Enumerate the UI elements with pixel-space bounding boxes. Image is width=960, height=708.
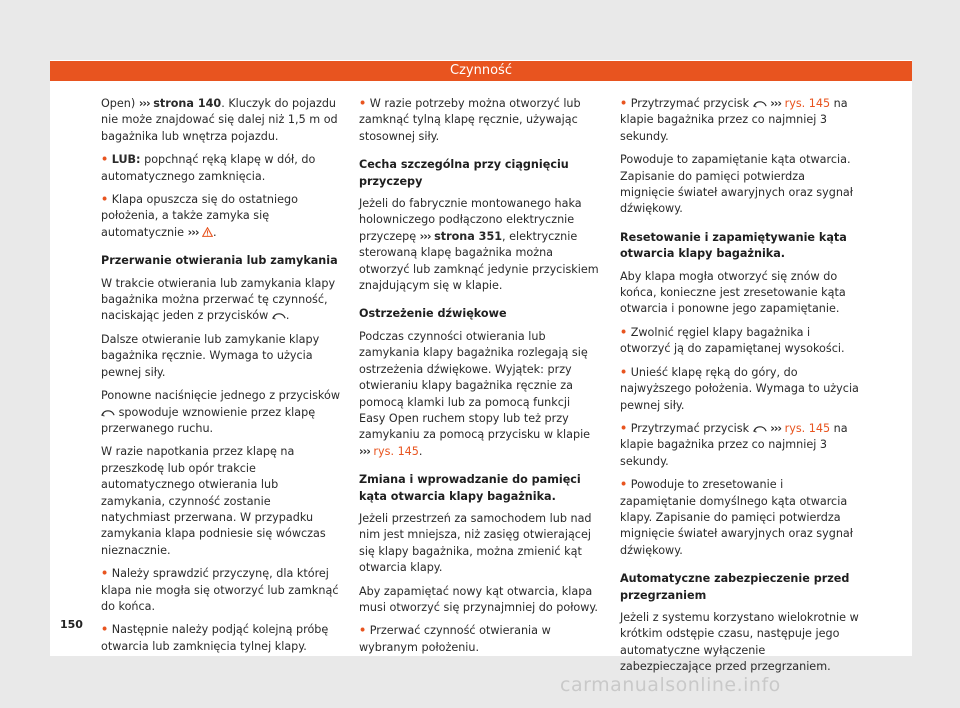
bullet-icon: • (620, 325, 628, 339)
page-number: 150 (60, 618, 83, 631)
key-button-icon (753, 100, 767, 108)
arrow-ref-icon: ››› (770, 421, 782, 435)
paragraph: Ponowne naciśnięcie jednego z przycisków spowoduje wznowienie przez klapę przerwanego ruchu. (101, 389, 340, 435)
paragraph: Open) ››› strona 140. Kluczyk do pojazdu nie może znajdować się dalej niż 1,5 m od bagażnika lub wnętrza pojazdu. (101, 97, 338, 143)
column-2 (359, 96, 599, 663)
arrow-ref-icon: ››› (770, 97, 782, 110)
section-heading: Resetowanie i zapamiętywanie kąta otwarcia klapy bagażnika. (620, 230, 847, 261)
bullet-icon: • (620, 478, 628, 492)
key-button-icon (101, 409, 115, 417)
bullet-icon: • (101, 193, 109, 207)
bullet-item: • W razie potrzeby można otworzyć lub zamknąć tylną klapę ręcznie, używając stosownej siły. (359, 97, 581, 143)
paragraph: Aby klapa mogła otworzyć się znów do końca, konieczne jest zresetowanie kąta otwarcia i ponowne jego zapamiętanie. (620, 269, 846, 316)
section-header: Czynność (50, 61, 912, 81)
section-heading: Zmiana i wprowadzanie do pamięci kąta otwarcia klapy bagażnika. (359, 473, 581, 503)
figure-reference[interactable]: rys. 145 (784, 421, 831, 435)
bullet-item: • Należy sprawdzić przyczynę, dla której klapa nie mogła się otworzyć lub zamknąć do końca. (101, 567, 339, 613)
figure-reference[interactable]: rys. 145 (373, 444, 419, 458)
section-heading: Cecha szczególna przy ciągnięciu przyczepy (359, 158, 569, 188)
paragraph: Podczas czynności otwierania lub zamykania klapy bagażnika rozlegają się ostrzeżenia dźwiękowe. Wyjątek: przy otwieraniu klapy bagażnika ręcznie za pomocą klamki lub za pomocą funkcji Easy Open ruchem stopy lub też przy zamykaniu za pomocą przycisku w klapie ››› rys. 145. (359, 329, 591, 458)
column-1 (101, 96, 341, 662)
page-reference[interactable]: strona 140 (153, 97, 222, 110)
bullet-item: • Powoduje to zresetowanie i zapamiętanie domyślnego kąta otwarcia klapy. Zapisanie do pamięci potwierdza mignięcie świateł awaryjnych oraz sygnał dźwiękowy. (620, 478, 853, 557)
arrow-ref-icon: ››› (359, 444, 370, 458)
page-reference[interactable]: strona 351 (434, 229, 503, 243)
arrow-ref-icon: ››› (187, 225, 199, 239)
column-3 (620, 96, 860, 683)
paragraph: W trakcie otwierania lub zamykania klapy bagażnika można przerwać tę czynność, naciskając jeden z przycisków . (101, 276, 336, 323)
key-button-icon (272, 312, 286, 320)
warning-icon[interactable] (202, 227, 213, 237)
bullet-icon: • (620, 365, 628, 379)
paragraph: Jeżeli do fabrycznie montowanego haka holowniczego podłączono elektrycznie przyczepę ››› strona 351, elektrycznie sterowaną klapę bagażnika można otworzyć lub zamknąć jedynie przyciskiem znajdującym się w klapie. (359, 197, 599, 293)
bullet-icon: • (359, 97, 367, 110)
bullet-icon: • (101, 567, 109, 581)
bullet-icon: • (359, 624, 367, 638)
bullet-item: • Zwolnić ręgiel klapy bagażnika i otworzyć ją do zapamiętanej wysokości. (620, 325, 845, 356)
arrow-ref-icon: ››› (138, 97, 150, 110)
bullet-item: • LUB: popchnąć ręką klapę w dół, do automatycznego zamknięcia. (101, 153, 316, 183)
bullet-item: • Unieść klapę ręką do góry, do najwyższego położenia. Wymaga to użycia pewnej siły. (620, 365, 859, 412)
paragraph: Jeżeli przestrzeń za samochodem lub nad nim jest mniejsza, niż zasięg otwierającej się klapy bagażnika, można zmienić kąt otwarcia klapy. (359, 511, 592, 575)
bullet-icon: • (101, 153, 109, 167)
paragraph: Powoduje to zapamiętanie kąta otwarcia. Zapisanie do pamięci potwierdza mignięcie świateł awaryjnych oraz sygnał dźwiękowy. (620, 153, 853, 216)
bullet-icon: • (620, 421, 628, 435)
paragraph: Dalsze otwieranie lub zamykanie klapy bagażnika ręcznie. Wymaga to użycia pewnej siły. (101, 332, 320, 379)
bullet-item: • Przerwać czynność otwierania w wybranym położeniu. (359, 624, 551, 654)
paragraph: Jeżeli z systemu korzystano wielokrotnie w krótkim odstępie czasu, następuje jego automatyczne wyłączenie zabezpieczające przed przegrzaniem. (620, 610, 859, 674)
bullet-item: • Przytrzymać przycisk ››› rys. 145 na klapie bagażnika przez co najmniej 3 sekundy. (620, 97, 848, 143)
section-heading: Ostrzeżenie dźwiękowe (359, 307, 507, 321)
bullet-icon: • (620, 97, 628, 110)
bullet-item: • Następnie należy podjąć kolejną próbę otwarcia lub zamknięcia tylnej klapy. (101, 623, 329, 653)
section-heading: Przerwanie otwierania lub zamykania (101, 254, 338, 268)
key-button-icon (753, 425, 767, 433)
paragraph: W razie napotkania przez klapę na przeszkodę lub opór trakcie automatycznego otwierania lub zamykania, czynność zostanie natychmiast przerwana. W przypadku zamykania klapa podniesie się wówczas nieznacznie. (101, 445, 326, 557)
bullet-item: • Klapa opuszcza się do ostatniego położenia, a także zamyka się automatycznie ››› . (101, 193, 298, 239)
paragraph: Aby zapamiętać nowy kąt otwarcia, klapa musi otworzyć się przynajmniej do połowy. (359, 584, 598, 614)
arrow-ref-icon: ››› (419, 229, 431, 243)
bullet-item: • Przytrzymać przycisk ››› rys. 145 na klapie bagażnika przez co najmniej 3 sekundy. (620, 421, 848, 468)
bullet-icon: • (101, 623, 109, 637)
watermark: carmanualsonline.info (560, 674, 781, 696)
figure-reference[interactable]: rys. 145 (784, 97, 831, 110)
section-heading: Automatyczne zabezpieczenie przed przegrzaniem (620, 572, 850, 602)
